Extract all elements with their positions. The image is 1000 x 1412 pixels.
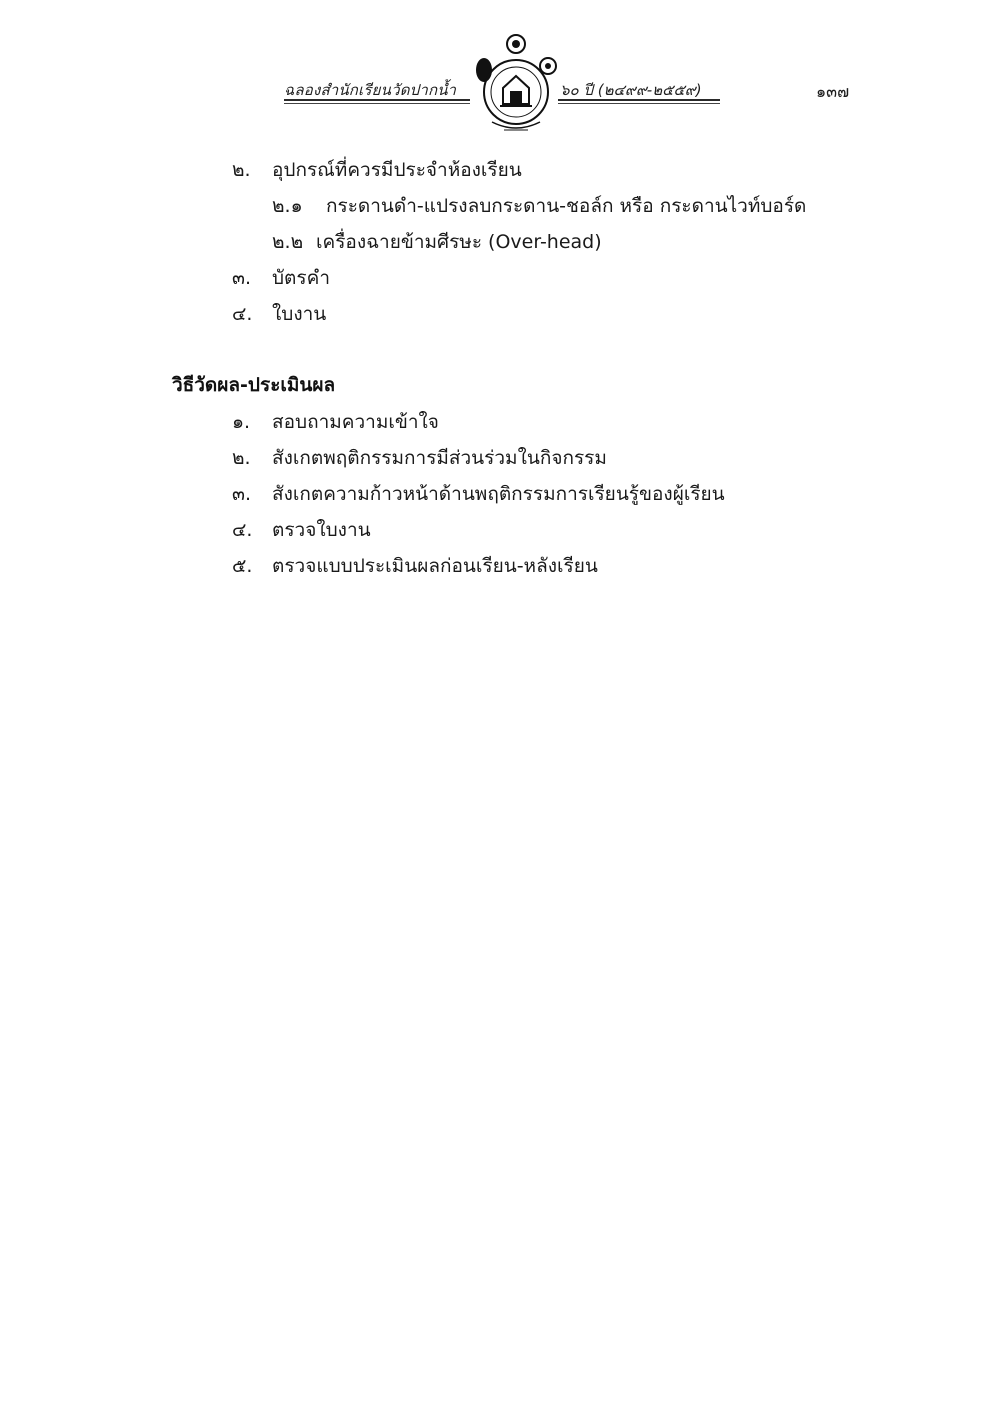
list-number: ๓. — [232, 483, 252, 505]
header-rule-left-under — [284, 103, 470, 104]
list-item — [232, 410, 439, 434]
list-text: ตรวจแบบประเมินผลก่อนเรียน-หลังเรียน — [272, 555, 598, 577]
list-text: ตรวจใบงาน — [272, 519, 371, 541]
list-text: สังเกตความก้าวหน้าด้านพฤติกรรมการเรียนรู้ของผู้เรียน — [272, 483, 725, 505]
list-number: ๒. — [232, 159, 251, 181]
list-text: สอบถามความเข้าใจ — [272, 411, 439, 433]
header-rule-right — [558, 99, 720, 101]
list-number: ๒. — [232, 447, 251, 469]
list-number: ๒.๑ — [272, 195, 303, 217]
list-item — [232, 554, 598, 578]
list-item — [232, 158, 522, 182]
section-heading: วิธีวัดผล-ประเมินผล — [172, 374, 336, 396]
header-rule-right-under — [558, 103, 720, 104]
list-number: ๓. — [232, 267, 252, 289]
list-number: ๔. — [232, 519, 253, 541]
list-item — [232, 266, 330, 290]
list-text: อุปกรณ์ที่ควรมีประจำห้องเรียน — [272, 159, 522, 181]
list-number: ๒.๒ — [272, 231, 304, 253]
list-text: สังเกตพฤติกรรมการมีส่วนร่วมในกิจกรรม — [272, 447, 607, 469]
list-text: บัตรคำ — [272, 267, 330, 289]
list-item — [272, 230, 602, 254]
header-left-title: ฉลองสำนักเรียนวัดปากน้ำ — [284, 81, 457, 99]
header-rule-left — [284, 99, 470, 101]
header-anniversary: ๖๐ ปี (๒๔๙๙-๒๕๕๙) — [560, 81, 702, 99]
page-number: ๑๓๗ — [816, 82, 850, 101]
list-number: ๕. — [232, 555, 253, 577]
institution-seal-icon — [470, 30, 562, 140]
list-item — [272, 194, 806, 218]
list-text: ใบงาน — [272, 303, 327, 325]
list-item — [232, 518, 371, 542]
list-text: กระดานดำ-แปรงลบกระดาน-ชอล์ก หรือ กระดานไวท์บอร์ด — [326, 195, 807, 217]
list-item — [232, 482, 725, 506]
list-item — [232, 302, 326, 326]
list-number: ๑. — [232, 411, 251, 433]
list-number: ๔. — [232, 303, 253, 325]
list-text: เครื่องฉายข้ามศีรษะ (Over-head) — [316, 231, 602, 253]
list-item — [232, 446, 607, 470]
